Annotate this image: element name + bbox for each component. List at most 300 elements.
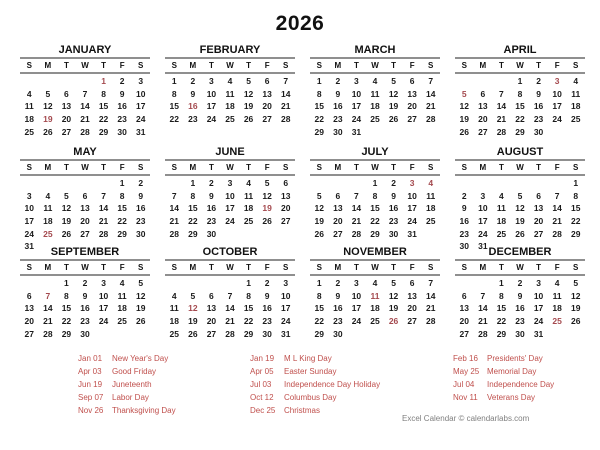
dow-label: S xyxy=(428,163,434,172)
day-of-week-header xyxy=(165,261,295,276)
dow-label: S xyxy=(171,163,177,172)
day-cell: 1 xyxy=(499,278,504,288)
day-cell: 30 xyxy=(333,328,343,339)
dow-label: T xyxy=(246,163,251,172)
day-cell: 11 xyxy=(117,290,127,301)
day-cell: 6 xyxy=(82,190,88,201)
dow-label: T xyxy=(536,61,541,70)
month-november xyxy=(310,246,440,340)
day-cell: 14 xyxy=(496,101,507,112)
month-february xyxy=(165,44,295,126)
dow-label: S xyxy=(316,263,322,272)
holiday-entry xyxy=(250,391,380,404)
day-cell: 14 xyxy=(351,203,362,214)
holiday-column xyxy=(250,352,380,417)
day-cell: 22 xyxy=(61,316,72,327)
day-cell: 15 xyxy=(98,101,109,112)
holiday-entry-date: Jan 19 xyxy=(250,354,275,363)
day-cell: 17 xyxy=(407,203,417,214)
month-title: DECEMBER xyxy=(455,246,585,261)
day-cell: 11 xyxy=(43,203,53,214)
day-cell: 2 xyxy=(335,76,341,86)
day-cell: 21 xyxy=(169,216,180,227)
day-cell: 6 xyxy=(536,190,541,201)
day-cell: 2 xyxy=(190,76,196,86)
day-cell: 18 xyxy=(117,303,127,314)
day-cell: 6 xyxy=(64,88,69,99)
day-cell: 26 xyxy=(135,316,146,327)
day-cell: 24 xyxy=(280,316,291,327)
day-cell: 29 xyxy=(370,228,380,239)
day-cell: 14 xyxy=(169,203,180,214)
dow-label: F xyxy=(119,61,125,70)
dow-label: T xyxy=(208,61,214,70)
empty-cell xyxy=(455,75,474,88)
day-cell: 17 xyxy=(280,303,291,314)
day-cell: 15 xyxy=(243,303,254,314)
day-cell: 18 xyxy=(243,203,254,214)
dates-grid xyxy=(20,276,150,340)
day-cell: 20 xyxy=(478,114,488,125)
dow-label: F xyxy=(119,163,125,172)
dow-label: T xyxy=(391,263,396,272)
day-cell: 26 xyxy=(188,328,198,339)
day-cell: 25 xyxy=(570,114,581,125)
empty-cell xyxy=(94,177,113,190)
day-cell: 28 xyxy=(351,228,362,239)
day-cell: 29 xyxy=(243,328,254,339)
dow-label: S xyxy=(171,61,177,70)
day-cell: 4 xyxy=(26,88,32,99)
month-title: JANUARY xyxy=(20,44,150,59)
day-cell: 19 xyxy=(135,303,146,314)
month-title: MAY xyxy=(20,146,150,161)
day-cell: 12 xyxy=(61,203,72,214)
day-of-week-header xyxy=(165,59,295,74)
day-cell: 18 xyxy=(24,114,35,125)
day-cell: 9 xyxy=(119,88,125,99)
day-cell: 25 xyxy=(169,328,180,339)
dow-label: W xyxy=(371,263,379,272)
day-cell: 13 xyxy=(407,88,417,99)
day-cell: 9 xyxy=(536,88,541,99)
dow-label: S xyxy=(428,61,434,70)
month-title: SEPTEMBER xyxy=(20,246,150,261)
day-cell: 11 xyxy=(426,190,436,201)
day-cell: 19 xyxy=(43,114,53,125)
day-cell: 17 xyxy=(552,101,562,112)
holiday-entry-date: Oct 12 xyxy=(250,393,274,402)
day-cell: 20 xyxy=(333,216,343,227)
day-cell: 19 xyxy=(314,216,325,227)
day-cell: 16 xyxy=(333,303,343,314)
day-cell: 12 xyxy=(188,303,198,314)
day-cell: 13 xyxy=(61,101,72,112)
day-cell: 29 xyxy=(98,126,109,137)
dow-label: T xyxy=(353,61,359,70)
day-cell: 27 xyxy=(478,126,488,137)
day-cell: 30 xyxy=(117,126,127,137)
month-june xyxy=(165,146,295,240)
dow-label: S xyxy=(138,163,144,172)
day-cell: 28 xyxy=(225,328,235,339)
empty-cell xyxy=(57,177,76,190)
dow-label: F xyxy=(264,263,270,272)
holiday-entry-date: Jul 04 xyxy=(453,380,475,389)
dow-label: W xyxy=(516,61,524,70)
day-cell: 20 xyxy=(407,303,417,314)
day-cell: 8 xyxy=(316,290,322,301)
day-cell: 15 xyxy=(117,203,127,214)
day-cell: 2 xyxy=(517,278,523,288)
day-cell: 12 xyxy=(43,101,53,112)
day-cell: 18 xyxy=(552,303,562,314)
day-cell: 23 xyxy=(388,216,399,227)
day-cell: 23 xyxy=(80,316,90,327)
dow-label: T xyxy=(101,61,106,70)
dow-label: M xyxy=(44,163,52,172)
empty-cell xyxy=(20,277,39,290)
day-cell: 30 xyxy=(80,328,90,339)
day-cell: 21 xyxy=(80,114,90,125)
day-cell: 8 xyxy=(316,88,322,99)
day-cell: 8 xyxy=(246,290,251,301)
holiday-entry-date: Sep 07 xyxy=(78,393,104,402)
empty-cell xyxy=(474,75,493,88)
day-cell: 1 xyxy=(372,178,378,188)
empty-cell xyxy=(474,277,493,290)
day-cell: 24 xyxy=(351,114,362,125)
day-cell: 5 xyxy=(190,290,196,301)
day-cell: 13 xyxy=(280,190,291,201)
day-cell: 7 xyxy=(283,76,289,86)
dow-label: T xyxy=(353,263,359,272)
day-cell: 31 xyxy=(135,126,146,137)
day-of-week-header xyxy=(20,59,150,74)
day-cell: 7 xyxy=(45,290,51,301)
day-of-week-header xyxy=(310,261,440,276)
holiday-entry-name: New Year's Day xyxy=(112,354,169,363)
day-cell: 16 xyxy=(117,101,127,112)
day-cell: 6 xyxy=(26,290,32,301)
day-cell: 26 xyxy=(43,126,53,137)
day-cell: 1 xyxy=(517,76,523,86)
day-cell: 5 xyxy=(517,190,523,201)
day-cell: 26 xyxy=(388,114,399,125)
holiday-entry-name: Juneteenth xyxy=(112,380,152,389)
day-cell: 13 xyxy=(206,303,217,314)
day-cell: 10 xyxy=(552,88,562,99)
day-cell: 1 xyxy=(573,178,579,188)
holiday-entry-name: Easter Sunday xyxy=(284,367,337,376)
dow-label: S xyxy=(138,263,144,272)
month-august xyxy=(455,146,585,253)
day-cell: 12 xyxy=(135,290,146,301)
dates-grid xyxy=(310,276,440,340)
day-cell: 1 xyxy=(64,278,69,288)
day-cell: 23 xyxy=(515,316,525,327)
day-cell: 19 xyxy=(388,101,399,112)
day-cell: 3 xyxy=(101,278,106,288)
day-cell: 5 xyxy=(138,278,144,288)
day-cell: 7 xyxy=(171,190,177,201)
empty-cell xyxy=(529,177,548,190)
dow-label: W xyxy=(81,61,89,70)
day-cell: 13 xyxy=(407,290,417,301)
dow-label: S xyxy=(283,263,289,272)
day-of-week-header xyxy=(310,59,440,74)
dow-label: T xyxy=(63,263,69,272)
dow-label: S xyxy=(428,263,434,272)
month-title: AUGUST xyxy=(455,146,585,161)
day-cell: 20 xyxy=(407,101,417,112)
day-cell: 7 xyxy=(428,76,434,86)
day-cell: 12 xyxy=(243,88,254,99)
holiday-entry xyxy=(453,391,554,404)
dow-label: T xyxy=(208,163,214,172)
empty-cell xyxy=(511,177,530,190)
empty-cell xyxy=(184,277,203,290)
dates-grid xyxy=(20,176,150,253)
holiday-entry-name: Independence Day xyxy=(487,380,555,389)
dow-label: F xyxy=(264,61,270,70)
day-cell: 8 xyxy=(171,88,177,99)
day-cell: 7 xyxy=(554,190,560,201)
day-cell: 29 xyxy=(496,328,507,339)
day-cell: 22 xyxy=(117,216,127,227)
day-cell: 5 xyxy=(391,278,396,288)
day-cell: 5 xyxy=(573,278,579,288)
day-cell: 30 xyxy=(262,328,272,339)
dow-label: S xyxy=(461,263,467,272)
dow-label: M xyxy=(479,61,487,70)
day-cell: 28 xyxy=(496,126,507,137)
dow-label: T xyxy=(208,263,214,272)
dow-label: T xyxy=(63,163,69,172)
day-cell: 10 xyxy=(24,203,35,214)
dow-label: S xyxy=(138,61,144,70)
day-cell: 28 xyxy=(280,114,291,125)
day-cell: 28 xyxy=(478,328,488,339)
month-title: OCTOBER xyxy=(165,246,295,261)
day-cell: 24 xyxy=(533,316,544,327)
day-cell: 6 xyxy=(264,76,270,86)
day-cell: 24 xyxy=(225,216,235,227)
day-cell: 21 xyxy=(425,303,436,314)
dow-label: M xyxy=(189,163,197,172)
day-cell: 30 xyxy=(388,228,399,239)
day-cell: 10 xyxy=(206,88,217,99)
dow-label: M xyxy=(334,263,342,272)
day-cell: 19 xyxy=(388,303,399,314)
day-cell: 14 xyxy=(280,88,291,99)
day-cell: 30 xyxy=(459,241,470,252)
day-cell: 10 xyxy=(225,190,235,201)
dow-label: S xyxy=(26,263,32,272)
empty-cell xyxy=(20,75,39,88)
day-cell: 9 xyxy=(264,290,270,301)
day-cell: 4 xyxy=(499,190,504,201)
day-cell: 15 xyxy=(169,101,180,112)
day-cell: 11 xyxy=(370,88,380,99)
day-cell: 11 xyxy=(552,290,562,301)
day-cell: 25 xyxy=(225,114,235,125)
day-cell: 6 xyxy=(209,290,214,301)
day-cell: 31 xyxy=(407,228,417,239)
day-cell: 13 xyxy=(24,303,35,314)
day-cell: 13 xyxy=(533,203,544,214)
dow-label: W xyxy=(516,163,524,172)
day-cell: 10 xyxy=(280,290,291,301)
day-cell: 16 xyxy=(80,303,90,314)
day-cell: 25 xyxy=(24,126,35,137)
day-cell: 6 xyxy=(335,190,341,201)
day-cell: 6 xyxy=(409,76,415,86)
day-cell: 18 xyxy=(169,316,180,327)
day-cell: 26 xyxy=(314,228,325,239)
day-cell: 3 xyxy=(554,76,560,86)
day-cell: 9 xyxy=(335,290,341,301)
day-of-week-header xyxy=(20,261,150,276)
day-cell: 12 xyxy=(388,88,399,99)
dow-label: T xyxy=(101,263,106,272)
dow-label: S xyxy=(573,163,579,172)
holiday-entry-name: M L King Day xyxy=(284,354,332,363)
day-cell: 27 xyxy=(280,216,291,227)
day-cell: 9 xyxy=(517,290,523,301)
day-cell: 29 xyxy=(61,328,72,339)
day-cell: 16 xyxy=(388,203,399,214)
dow-label: S xyxy=(461,61,467,70)
day-cell: 16 xyxy=(188,101,198,112)
day-cell: 17 xyxy=(206,101,217,112)
day-cell: 14 xyxy=(80,101,90,112)
holiday-entry-date: Nov 26 xyxy=(78,406,104,415)
day-cell: 28 xyxy=(552,228,562,239)
day-cell: 10 xyxy=(407,190,417,201)
month-march xyxy=(310,44,440,138)
empty-cell xyxy=(20,177,39,190)
dow-label: M xyxy=(334,61,342,70)
dow-label: M xyxy=(44,263,52,272)
day-cell: 29 xyxy=(314,328,325,339)
day-cell: 4 xyxy=(573,76,579,86)
day-cell: 2 xyxy=(335,278,341,288)
day-cell: 17 xyxy=(351,101,362,112)
day-cell: 1 xyxy=(190,178,196,188)
day-cell: 25 xyxy=(117,316,127,327)
day-cell: 26 xyxy=(243,114,254,125)
holiday-entry-name: Independence Day Holiday xyxy=(284,380,381,389)
day-cell: 22 xyxy=(169,114,180,125)
day-cell: 23 xyxy=(533,114,544,125)
day-cell: 4 xyxy=(227,76,233,86)
dow-label: F xyxy=(554,263,560,272)
holiday-entry-date: Nov 11 xyxy=(453,393,478,402)
empty-cell xyxy=(76,75,95,88)
day-cell: 10 xyxy=(135,88,146,99)
holiday-entry xyxy=(78,391,176,404)
day-cell: 13 xyxy=(478,101,488,112)
day-cell: 24 xyxy=(24,228,35,239)
day-cell: 23 xyxy=(333,316,343,327)
day-cell: 12 xyxy=(262,190,272,201)
holiday-entry xyxy=(78,378,176,391)
day-cell: 20 xyxy=(280,203,291,214)
dow-label: W xyxy=(81,263,89,272)
dow-label: S xyxy=(316,61,322,70)
day-cell: 17 xyxy=(98,303,109,314)
day-cell: 20 xyxy=(206,316,217,327)
day-cell: 16 xyxy=(262,303,272,314)
empty-cell xyxy=(39,75,58,88)
dow-label: T xyxy=(101,163,106,172)
day-cell: 31 xyxy=(280,328,291,339)
day-cell: 22 xyxy=(314,316,325,327)
day-cell: 13 xyxy=(262,88,272,99)
day-cell: 27 xyxy=(407,316,417,327)
day-cell: 24 xyxy=(206,114,217,125)
dow-label: T xyxy=(536,263,541,272)
day-cell: 11 xyxy=(244,190,254,201)
day-cell: 17 xyxy=(225,203,235,214)
day-cell: 24 xyxy=(552,114,562,125)
dow-label: T xyxy=(391,163,396,172)
month-title: MARCH xyxy=(310,44,440,59)
day-cell: 17 xyxy=(533,303,544,314)
day-cell: 8 xyxy=(573,190,579,201)
dow-label: F xyxy=(409,263,415,272)
day-cell: 21 xyxy=(43,316,53,327)
day-cell: 15 xyxy=(61,303,72,314)
day-of-week-header xyxy=(20,161,150,176)
empty-cell xyxy=(455,177,474,190)
dow-label: M xyxy=(479,263,487,272)
day-cell: 19 xyxy=(243,101,254,112)
day-cell: 3 xyxy=(354,278,359,288)
day-cell: 23 xyxy=(188,114,198,125)
holiday-entry-date: Jan 01 xyxy=(78,354,103,363)
dow-label: M xyxy=(479,163,487,172)
day-cell: 29 xyxy=(188,228,198,239)
day-cell: 22 xyxy=(98,114,109,125)
day-cell: 30 xyxy=(206,228,217,239)
empty-cell xyxy=(202,277,221,290)
day-cell: 20 xyxy=(24,316,35,327)
holiday-entry xyxy=(78,404,176,417)
day-cell: 3 xyxy=(283,278,289,288)
day-cell: 20 xyxy=(262,101,272,112)
day-cell: 26 xyxy=(515,228,525,239)
day-cell: 9 xyxy=(190,88,196,99)
day-cell: 9 xyxy=(335,88,341,99)
month-april xyxy=(455,44,585,138)
day-cell: 15 xyxy=(570,203,581,214)
day-cell: 10 xyxy=(533,290,544,301)
day-cell: 29 xyxy=(117,228,127,239)
holiday-entry xyxy=(250,365,380,378)
day-cell: 27 xyxy=(262,114,272,125)
day-cell: 27 xyxy=(459,328,470,339)
dow-label: F xyxy=(119,263,125,272)
holiday-entry xyxy=(250,378,380,391)
day-cell: 8 xyxy=(372,190,378,201)
day-cell: 19 xyxy=(515,216,525,227)
day-cell: 8 xyxy=(190,190,196,201)
empty-cell xyxy=(39,277,58,290)
day-cell: 17 xyxy=(24,216,35,227)
day-cell: 13 xyxy=(80,203,90,214)
